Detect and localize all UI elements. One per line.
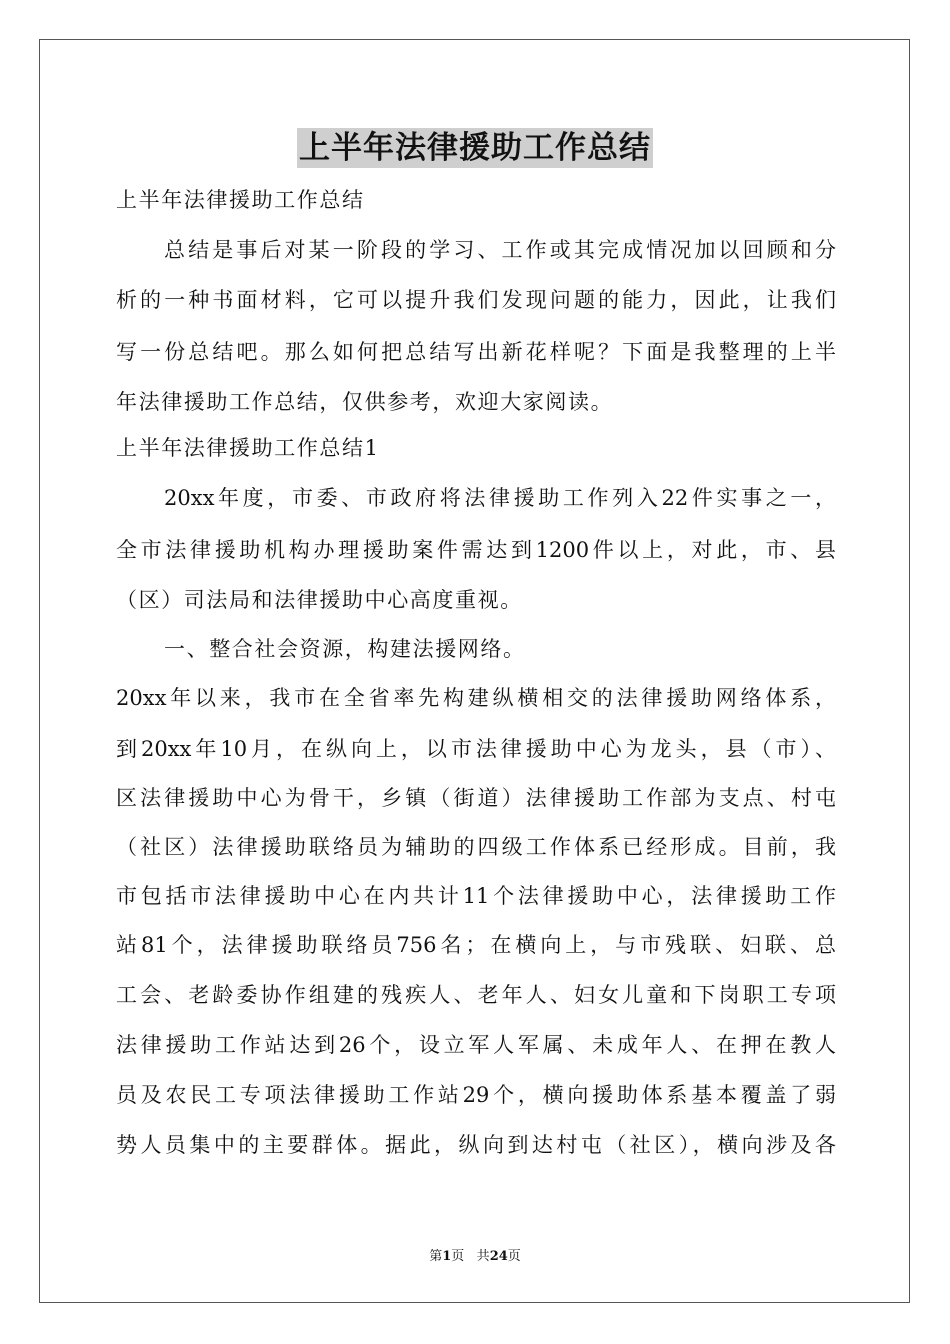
- paragraph-line: （社区）法律援助联络员为辅助的四级工作体系已经形成。目前，我: [116, 835, 836, 859]
- document-subtitle: 上半年法律援助工作总结: [116, 188, 365, 212]
- paragraph-line: 法律援助工作站达到26个，设立军人军属、未成年人、在押在教人: [116, 1033, 836, 1057]
- total-suffix: 页: [507, 1249, 521, 1264]
- document-title: 上半年法律援助工作总结: [299, 130, 651, 166]
- total-prefix: 共: [476, 1249, 490, 1264]
- intro-line: 年法律援助工作总结，仅供参考，欢迎大家阅读。: [116, 390, 614, 414]
- paragraph-line: 市包括市法律援助中心在内共计11个法律援助中心，法律援助工作: [116, 884, 836, 908]
- page-suffix: 页: [451, 1249, 465, 1264]
- paragraph-line: 区法律援助中心为骨干，乡镇（街道）法律援助工作部为支点、村屯: [116, 786, 836, 810]
- title-container: [0, 128, 950, 168]
- paragraph-line: 20xx年度，市委、市政府将法律援助工作列入22件实事之一，: [164, 486, 836, 510]
- paragraph-line: （区）司法局和法律援助中心高度重视。: [116, 588, 523, 612]
- intro-line: 析的一种书面材料，它可以提升我们发现问题的能力，因此，让我们: [116, 288, 836, 312]
- section-heading: 上半年法律援助工作总结1: [116, 436, 380, 460]
- paragraph-line: 到20xx年10月，在纵向上，以市法律援助中心为龙头，县（市）、: [116, 737, 836, 761]
- page-prefix: 第: [429, 1249, 443, 1264]
- intro-line: 总结是事后对某一阶段的学习、工作或其完成情况加以回顾和分: [164, 238, 836, 262]
- page-footer: [0, 1248, 950, 1266]
- paragraph-line: 20xx年以来，我市在全省率先构建纵横相交的法律援助网络体系，: [116, 686, 836, 710]
- page-border: [39, 39, 910, 1303]
- total-pages: 24: [489, 1249, 508, 1264]
- subheading: 一、整合社会资源，构建法援网络。: [164, 637, 526, 661]
- paragraph-line: 站81个，法律援助联络员756名；在横向上，与市残联、妇联、总: [116, 933, 836, 957]
- paragraph-line: 工会、老龄委协作组建的残疾人、老年人、妇女儿童和下岗职工专项: [116, 983, 836, 1007]
- intro-line: 写一份总结吧。那么如何把总结写出新花样呢？下面是我整理的上半: [116, 340, 836, 364]
- paragraph-line: 员及农民工专项法律援助工作站29个，横向援助体系基本覆盖了弱: [116, 1083, 836, 1107]
- page-number: 1: [442, 1249, 452, 1264]
- paragraph-line: 全市法律援助机构办理援助案件需达到1200件以上，对此，市、县: [116, 538, 836, 562]
- paragraph-line: 势人员集中的主要群体。据此，纵向到达村屯（社区），横向涉及各: [116, 1133, 836, 1157]
